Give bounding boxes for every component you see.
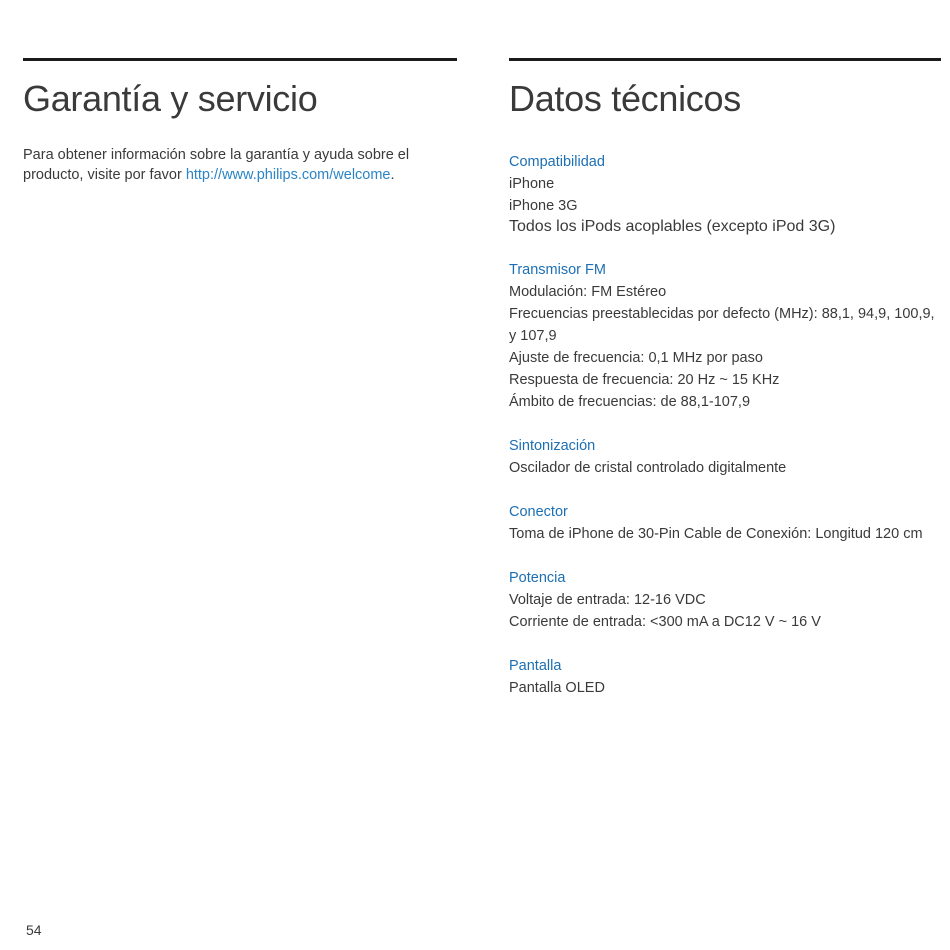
spec-line: Ámbito de frecuencias: de 88,1-107,9 bbox=[509, 394, 751, 410]
section-heading: Potencia bbox=[509, 570, 566, 586]
spec-line: Oscilador de cristal controlado digitalmente bbox=[509, 460, 787, 476]
warranty-intro-end: . bbox=[390, 167, 395, 183]
section-fm-transmitter bbox=[509, 259, 941, 413]
section-heading: Transmisor FM bbox=[509, 262, 606, 278]
spec-line: Frecuencias preestablecidas por defecto (MHz): 88,1, 94,9, 100,9, y 107,9 bbox=[509, 306, 935, 344]
spec-line: Pantalla OLED bbox=[509, 680, 605, 696]
section-connector bbox=[509, 501, 941, 545]
section-heading: Pantalla bbox=[509, 658, 562, 674]
warranty-text bbox=[23, 145, 457, 185]
top-rule bbox=[509, 58, 941, 61]
spec-line: Corriente de entrada: <300 mA a DC12 V ~ 16 V bbox=[509, 614, 821, 630]
spec-line: Modulación: FM Estéreo bbox=[509, 284, 667, 300]
section-display bbox=[509, 655, 941, 699]
section-tuning bbox=[509, 435, 941, 479]
section-heading: Conector bbox=[509, 504, 568, 520]
specs-column bbox=[509, 58, 941, 721]
warranty-column bbox=[23, 58, 457, 185]
spec-line: iPhone bbox=[509, 176, 555, 192]
warranty-title: Garantía y servicio bbox=[23, 78, 318, 119]
warranty-intro: Para obtener información sobre la garantía y ayuda sobre el producto, visite por favor bbox=[23, 147, 410, 183]
section-power bbox=[509, 567, 941, 633]
spec-line: Voltaje de entrada: 12-16 VDC bbox=[509, 592, 706, 608]
page-number: 54 bbox=[26, 922, 42, 938]
spec-line: Ajuste de frecuencia: 0,1 MHz por paso bbox=[509, 350, 763, 366]
spec-line: Toma de iPhone de 30-Pin Cable de Conexión: Longitud 120 cm bbox=[509, 526, 923, 542]
section-compatibility bbox=[509, 151, 941, 237]
spec-line: Todos los iPods acoplables (excepto iPod 3G) bbox=[509, 218, 836, 235]
specs-title: Datos técnicos bbox=[509, 78, 741, 119]
spec-line: iPhone 3G bbox=[509, 198, 578, 214]
section-heading: Compatibilidad bbox=[509, 154, 605, 170]
specs-sections bbox=[509, 151, 941, 699]
philips-link[interactable]: http://www.philips.com/welcome bbox=[185, 167, 391, 183]
section-heading: Sintonización bbox=[509, 438, 596, 454]
spec-line: Respuesta de frecuencia: 20 Hz ~ 15 KHz bbox=[509, 372, 780, 388]
top-rule bbox=[23, 58, 457, 61]
